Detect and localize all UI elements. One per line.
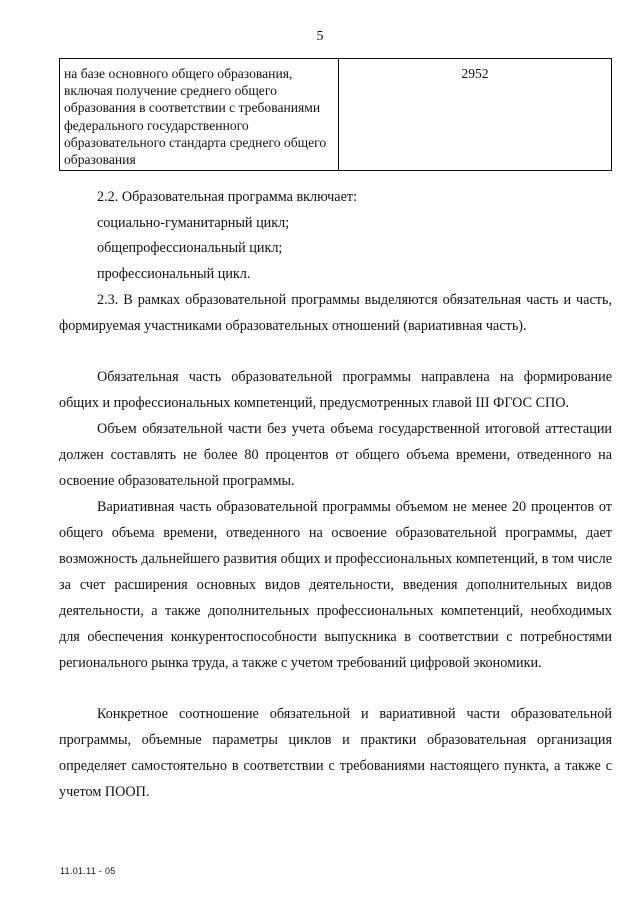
hours-table [59, 58, 612, 171]
paragraph-ratio: Конкретное соотношение обязательной и вариативной части образовательной программы, объемные параметры циклов и практики образовательная организация определяет самостоятельно в соответствии с требованиями настоящего пункта, а также с учетом ПООП. [59, 706, 612, 800]
table-row [60, 59, 612, 171]
footer-code: 11.01.11 - 05 [60, 866, 116, 876]
paragraph-mandatory-part: Обязательная часть образовательной программы направлена на формирование общих и профессиональных компетенций, предусмотренных главой III ФГОС СПО. [59, 369, 612, 411]
list-item-social: социально-гуманитарный цикл; [97, 215, 290, 231]
list-item-general-prof: общепрофессиональный цикл; [97, 240, 283, 256]
paragraph-2-2: 2.2. Образовательная программа включает: [97, 189, 358, 205]
paragraph-2-3: 2.3. В рамках образовательной программы выделяются обязательная часть и часть, формируемая участниками образовательных отношений (вариативная часть). [59, 292, 612, 334]
table-cell-value: 2952 [339, 59, 612, 171]
page-number: 5 [316, 29, 324, 44]
paragraph-variative-part: Вариативная часть образовательной программы объемом не менее 20 процентов от общего объема времени, отведенного на освоение образовательной программы, дает возможность дальнейшего развития общих и профессиональных компетенций, в том числе за счет расширения основных видов деятельности, введения дополнительных видов деятельности, а также дополнительных профессиональных компетенций, необходимых для обеспечения конкурентоспособности выпускника в соответствии с потребностями регионального рынка труда, а также с учетом требований цифровой экономики. [59, 499, 612, 671]
table-cell-description: на базе основного общего образования, включая получение среднего общего образования в соответствии с требованиями федерального государственного образовательного стандарта среднего общего образования [60, 59, 339, 171]
paragraph-mandatory-volume: Объем обязательной части без учета объема государственной итоговой аттестации должен составлять не более 80 процентов от общего объема времени, отведенного на освоение образовательной программы. [59, 421, 612, 489]
list-item-professional: профессиональный цикл. [97, 266, 251, 282]
